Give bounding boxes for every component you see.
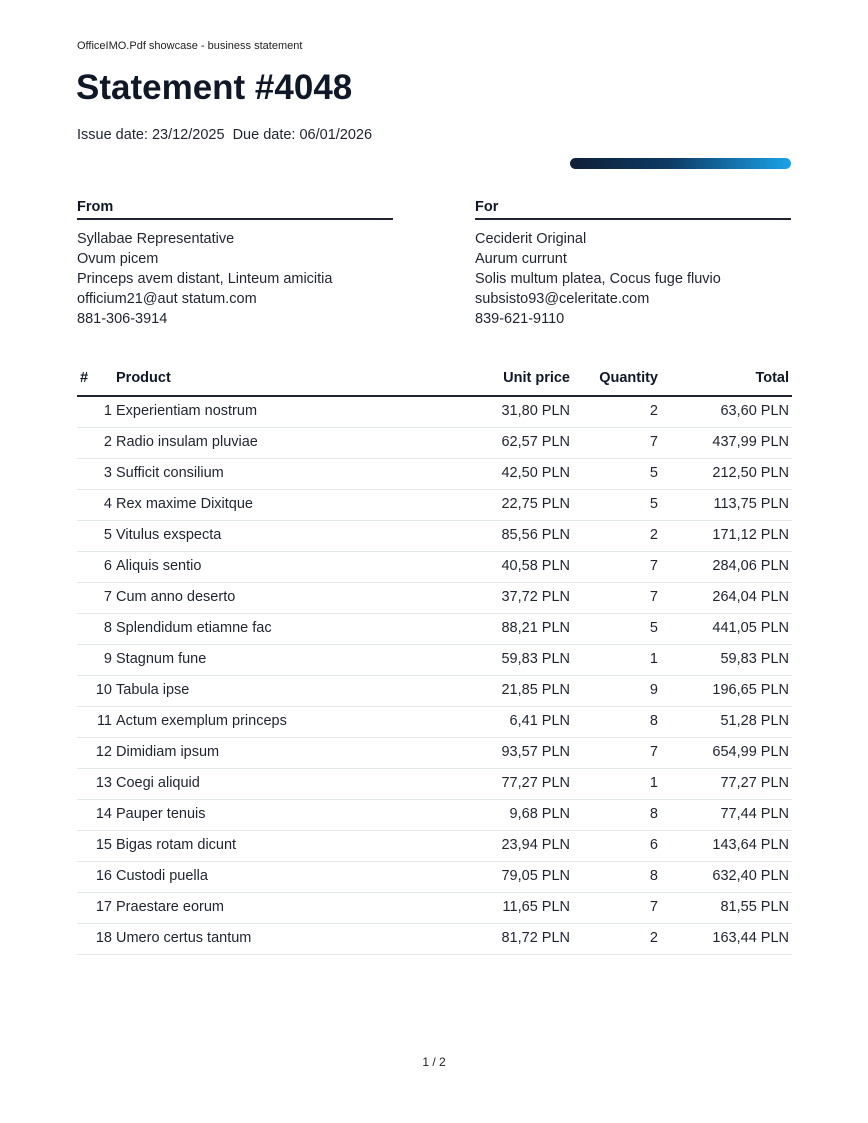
table-row (77, 800, 792, 831)
row-number: 11 (96, 713, 112, 729)
row-number: 6 (103, 558, 112, 574)
row-total: 632,40 PLN (712, 868, 789, 884)
table-row (77, 428, 792, 459)
row-total: 437,99 PLN (712, 434, 789, 450)
row-product: Custodi puella (116, 868, 208, 884)
row-number: 16 (95, 868, 112, 884)
row-total: 196,65 PLN (712, 682, 789, 698)
from-company: Ovum picem (77, 251, 159, 267)
row-quantity: 8 (649, 713, 658, 729)
row-product: Stagnum fune (116, 651, 207, 667)
row-number: 14 (95, 806, 112, 822)
row-unit-price: 31,80 PLN (501, 403, 570, 419)
row-quantity: 2 (649, 527, 658, 543)
for-email: subsisto93@celeritate.com (475, 291, 650, 307)
row-unit-price: 62,57 PLN (501, 434, 570, 450)
row-number: 5 (103, 527, 112, 543)
issue-date: Issue date: 23/12/2025 (77, 127, 225, 143)
table-row (77, 769, 792, 800)
row-product: Rex maxime Dixitque (116, 496, 253, 512)
table-row (77, 707, 792, 738)
row-unit-price: 37,72 PLN (501, 589, 570, 605)
row-product: Actum exemplum princeps (116, 713, 287, 729)
row-number: 9 (103, 651, 112, 667)
table-row (77, 924, 792, 955)
row-quantity: 1 (649, 775, 658, 791)
for-phone: 839-621-9110 (475, 311, 565, 327)
table-row (77, 459, 792, 490)
row-number: 17 (95, 899, 112, 915)
row-unit-price: 6,41 PLN (509, 713, 570, 729)
table-header (77, 366, 792, 397)
row-quantity: 9 (649, 682, 658, 698)
page-number: 1 / 2 (422, 1055, 446, 1069)
for-details (475, 229, 791, 329)
issue-due-dates (77, 127, 372, 143)
row-quantity: 6 (649, 837, 658, 853)
row-quantity: 7 (649, 899, 658, 915)
statement-title: Statement #4048 (76, 68, 353, 107)
row-total: 77,27 PLN (720, 775, 789, 791)
row-total: 143,64 PLN (712, 837, 789, 853)
table-row (77, 583, 792, 614)
row-unit-price: 88,21 PLN (501, 620, 570, 636)
from-phone: 881-306-3914 (77, 311, 168, 327)
from-heading: From (77, 198, 393, 220)
row-total: 51,28 PLN (720, 713, 789, 729)
row-product: Coegi aliquid (116, 775, 200, 791)
row-quantity: 7 (649, 558, 658, 574)
row-product: Sufficit consilium (116, 465, 224, 481)
table-row (77, 521, 792, 552)
from-name: Syllabae Representative (77, 231, 235, 247)
row-product: Praestare eorum (116, 899, 224, 915)
from-block (77, 198, 393, 329)
row-unit-price: 22,75 PLN (501, 496, 570, 512)
row-product: Bigas rotam dicunt (116, 837, 237, 853)
table-row (77, 397, 792, 428)
row-total: 212,50 PLN (712, 465, 789, 481)
row-product: Aliquis sentio (116, 558, 202, 574)
row-quantity: 5 (649, 620, 658, 636)
row-quantity: 5 (649, 496, 658, 512)
row-unit-price: 79,05 PLN (501, 868, 570, 884)
column-header-unit-price: Unit price (503, 370, 570, 386)
table-row (77, 552, 792, 583)
row-unit-price: 59,83 PLN (501, 651, 570, 667)
row-total: 63,60 PLN (720, 403, 789, 419)
row-total: 654,99 PLN (712, 744, 789, 760)
due-date: Due date: 06/01/2026 (232, 127, 373, 143)
row-number: 13 (95, 775, 112, 791)
row-quantity: 2 (649, 930, 658, 946)
from-email: officium21@aut statum.com (77, 291, 257, 307)
row-unit-price: 11,65 PLN (502, 899, 570, 915)
table-row (77, 614, 792, 645)
document-caption: OfficeIMO.Pdf showcase - business statement (77, 40, 303, 52)
row-unit-price: 85,56 PLN (501, 527, 570, 543)
row-total: 264,04 PLN (712, 589, 789, 605)
row-total: 163,44 PLN (712, 930, 789, 946)
row-unit-price: 40,58 PLN (501, 558, 570, 574)
row-total: 171,12 PLN (712, 527, 789, 543)
row-unit-price: 42,50 PLN (501, 465, 570, 481)
row-number: 7 (103, 589, 112, 605)
row-number: 1 (103, 403, 112, 419)
row-unit-price: 81,72 PLN (501, 930, 570, 946)
row-quantity: 8 (649, 806, 658, 822)
table-row (77, 645, 792, 676)
row-unit-price: 21,85 PLN (501, 682, 570, 698)
column-header-quantity: Quantity (599, 370, 658, 386)
row-product: Vitulus exspecta (116, 527, 222, 543)
table-row (77, 490, 792, 521)
row-unit-price: 9,68 PLN (509, 806, 570, 822)
row-quantity: 2 (649, 403, 658, 419)
row-total: 113,75 PLN (713, 496, 789, 512)
table-row (77, 676, 792, 707)
row-quantity: 5 (649, 465, 658, 481)
row-number: 4 (103, 496, 112, 512)
row-quantity: 7 (649, 589, 658, 605)
from-details (77, 229, 393, 329)
table-body (77, 397, 792, 955)
row-product: Umero certus tantum (116, 930, 252, 946)
row-quantity: 7 (649, 434, 658, 450)
for-address: Solis multum platea, Cocus fuge fluvio (475, 271, 721, 287)
table-row (77, 738, 792, 769)
row-product: Tabula ipse (116, 682, 190, 698)
row-number: 12 (95, 744, 112, 760)
row-product: Radio insulam pluviae (116, 434, 258, 450)
column-header-product: Product (116, 370, 171, 386)
for-name: Ceciderit Original (475, 231, 587, 247)
table-row (77, 893, 792, 924)
column-header-number: # (80, 370, 89, 386)
row-product: Splendidum etiamne fac (116, 620, 272, 636)
row-product: Cum anno deserto (116, 589, 236, 605)
row-number: 18 (95, 930, 112, 946)
row-total: 441,05 PLN (712, 620, 789, 636)
row-unit-price: 77,27 PLN (501, 775, 570, 791)
for-heading: For (475, 198, 791, 220)
line-items-table (77, 366, 792, 955)
row-unit-price: 23,94 PLN (501, 837, 570, 853)
row-quantity: 8 (649, 868, 658, 884)
row-number: 8 (103, 620, 112, 636)
row-number: 10 (95, 682, 112, 698)
row-number: 2 (103, 434, 112, 450)
table-row (77, 862, 792, 893)
row-quantity: 7 (649, 744, 658, 760)
row-product: Experientiam nostrum (116, 403, 258, 419)
row-product: Pauper tenuis (116, 806, 206, 822)
row-total: 284,06 PLN (712, 558, 789, 574)
column-header-total: Total (755, 370, 789, 386)
row-number: 15 (95, 837, 112, 853)
row-unit-price: 93,57 PLN (501, 744, 570, 760)
accent-bar (570, 158, 791, 169)
row-total: 59,83 PLN (720, 651, 789, 667)
table-row (77, 831, 792, 862)
for-block (475, 198, 791, 329)
from-address: Princeps avem distant, Linteum amicitia (77, 271, 333, 287)
row-product: Dimidiam ipsum (116, 744, 220, 760)
row-number: 3 (103, 465, 112, 481)
row-quantity: 1 (649, 651, 658, 667)
for-company: Aurum currunt (475, 251, 567, 267)
row-total: 81,55 PLN (720, 899, 789, 915)
row-total: 77,44 PLN (720, 806, 789, 822)
